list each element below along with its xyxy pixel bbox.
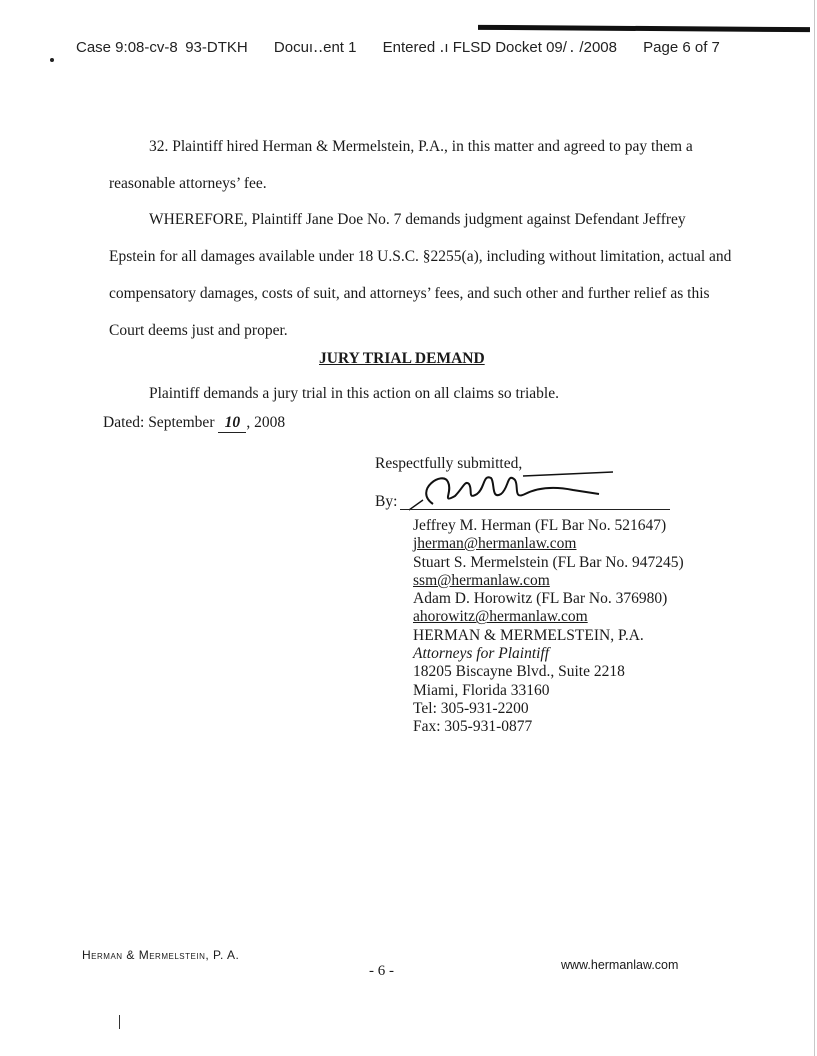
by-label: By: [375,493,398,510]
city-state-zip: Miami, Florida 33160 [413,681,550,699]
firm-name: HERMAN & MERMELSTEIN, P.A. [413,626,644,644]
fax: Fax: 305-931-0877 [413,718,533,736]
attorney-line: Stuart S. Mermelstein (FL Bar No. 947245) [413,553,684,571]
respectfully-submitted: Respectfully submitted, [375,455,523,472]
scan-mark [50,58,54,62]
attorney-line: Jeffrey M. Herman (FL Bar No. 521647) [413,517,667,534]
footer-firm-name: Herman & Mermelstein, P. A. [82,948,240,962]
attorney-line: Adam D. Horowitz (FL Bar No. 376980) [413,590,668,608]
jury-demand-text: Plaintiff demands a jury trial in this action on all claims so triable. [149,385,559,402]
case-number: Case 9:08-cv-8 93-DTKH [76,39,248,56]
document-number: Docuı․․ent 1 [273,39,357,56]
paragraph-line: Court deems just and proper. [109,322,288,339]
dated-line [103,414,285,433]
paragraph-line: Epstein for all damages available under 18 U.S.C. §2255(a), including without limitation, actual and [109,248,732,265]
scan-top-bar [478,25,810,32]
page-edge [814,0,815,1056]
footer-page-number: - 6 - [369,963,394,979]
paragraph-line: WHEREFORE, Plaintiff Jane Doe No. 7 demands judgment against Defendant Jeffrey [149,211,686,228]
paragraph-line: 32. Plaintiff hired Herman & Mermelstein, P.A., in this matter and agreed to pay them a [149,138,693,155]
street-address: 18205 Biscayne Blvd., Suite 2218 [413,663,625,681]
email-link[interactable]: jherman@hermanlaw.com [413,535,577,553]
telephone: Tel: 305-931-2200 [413,699,529,717]
dated-suffix: , 2008 [246,414,286,431]
footer-website[interactable]: www.hermanlaw.com [561,958,679,972]
email-link[interactable]: ssm@hermanlaw.com [413,571,550,589]
signature-rule [400,509,670,510]
attorney-contact-block [413,517,684,737]
attorneys-for: Attorneys for Plaintiff [413,645,550,663]
scan-mark [119,1015,120,1029]
paragraph-32 [109,128,709,202]
jury-trial-heading: JURY TRIAL DEMAND [319,350,485,367]
dated-prefix: Dated: September [103,414,215,431]
court-filing-header [76,38,756,56]
wherefore-paragraph [109,201,732,349]
paragraph-line: reasonable attorneys’ fee. [109,175,267,192]
page-indicator: Page 6 of 7 [643,39,720,56]
dated-day: 10 [218,414,246,433]
handwritten-signature [403,460,613,512]
email-link[interactable]: ahorowitz@hermanlaw.com [413,608,588,626]
paragraph-line: compensatory damages, costs of suit, and attorneys’ fees, and such other and further relief as this [109,285,710,302]
entered-docket: Entered ․ı FLSD Docket 09/ ․ /2008 [382,39,617,56]
